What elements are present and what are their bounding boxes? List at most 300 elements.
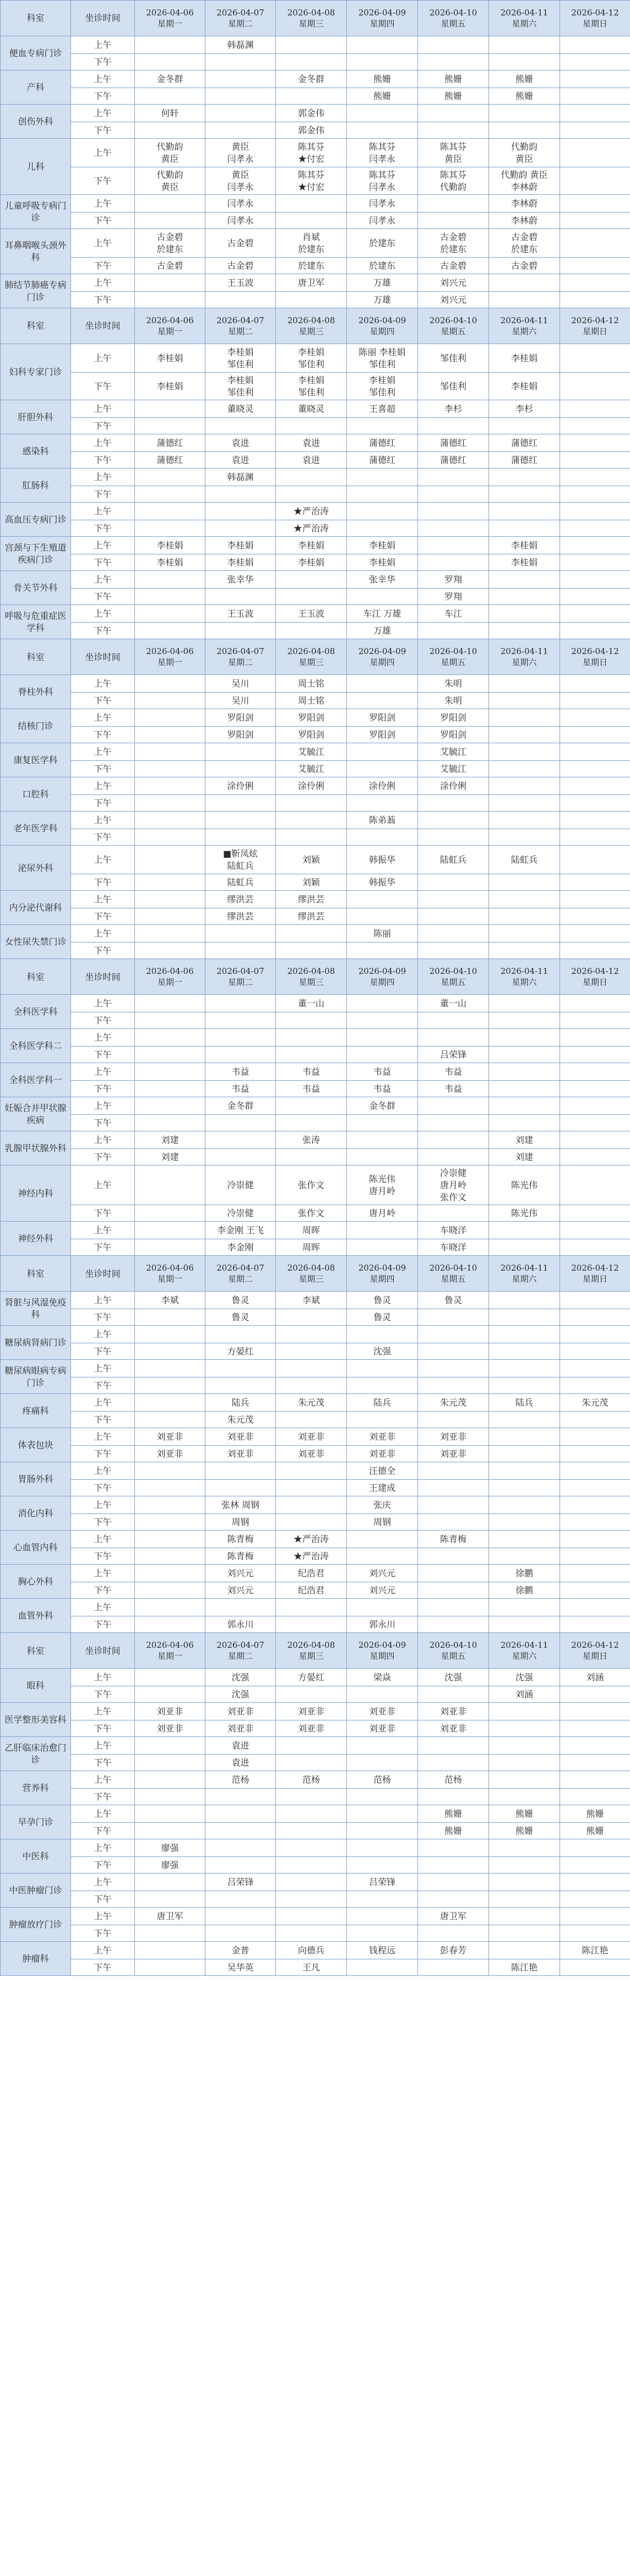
date-header [489,1256,560,1292]
doctor-cell: 熊姗 [489,70,560,88]
date-label: 2026-04-09 [358,7,406,18]
schedule-row [1,1514,630,1531]
date-header [276,1633,347,1669]
doctor-cell [347,1412,418,1428]
dept-name: 乳腺甲状腺外科 [1,1131,71,1166]
session-label: 上午 [71,1496,135,1514]
doctor-cell: 车晓洋 [418,1239,489,1256]
schedule-row [1,1446,630,1462]
doctor-cell [560,605,630,623]
date-label: 2026-04-07 [216,315,264,325]
session-label: 上午 [71,503,135,520]
doctor-cell [560,229,630,258]
doctor-cell: 陈光伟 [489,1205,560,1222]
doctor-cell [489,709,560,727]
session-label: 上午 [71,743,135,761]
doctor-cell: 陈青梅 [205,1548,276,1565]
doctor-cell [560,1029,630,1047]
dept-name: 口腔科 [1,777,71,812]
doctor-cell [560,1891,630,1908]
doctor-cell [489,571,560,589]
doctor-cell [135,1496,205,1514]
doctor-cell: ★严治涛 [276,503,347,520]
schedule-row [1,258,630,274]
date-header [347,1256,418,1292]
doctor-cell [205,925,276,943]
doctor-cell [205,1823,276,1839]
doctor-cell [560,1081,630,1097]
session-label: 上午 [71,1462,135,1480]
doctor-cell: 张作文 [276,1166,347,1205]
doctor-cell: 张林 周钢 [205,1496,276,1514]
doctor-cell [135,874,205,891]
doctor-cell [347,1737,418,1755]
schedule-row [1,503,630,520]
doctor-cell [489,1480,560,1496]
doctor-cell: 袁进 [205,1755,276,1771]
doctor-cell: 张庆 [347,1496,418,1514]
schedule-row [1,1599,630,1616]
schedule-row [1,874,630,891]
doctor-cell: 唐卫军 [135,1908,205,1925]
schedule-row [1,36,630,54]
weekday-label: 星期三 [298,1651,324,1662]
doctor-cell: 金冬群 [347,1097,418,1115]
date-header [276,1256,347,1292]
doctor-cell [347,891,418,908]
doctor-cell [205,503,276,520]
doctor-cell [205,1360,276,1377]
doctor-cell: 陈光伟 [489,1166,560,1205]
doctor-cell [418,520,489,537]
doctor-cell: 古金碧 於建东 [489,229,560,258]
doctor-cell [489,1428,560,1446]
doctor-cell: 邹佳利 [418,344,489,373]
doctor-cell [489,623,560,639]
doctor-cell [135,469,205,486]
doctor-cell: 刘建 [135,1131,205,1149]
doctor-cell [205,1599,276,1616]
doctor-cell: 刘亚非 [347,1720,418,1737]
doctor-cell [560,1582,630,1599]
date-label: 2026-04-11 [500,7,548,18]
doctor-cell: 唐月岭 [347,1205,418,1222]
doctor-cell [347,1548,418,1565]
doctor-cell: 古金碧 於建东 [418,229,489,258]
doctor-cell: 李林蔚 [489,195,560,213]
doctor-cell: 沈强 [347,1343,418,1360]
doctor-cell [560,503,630,520]
doctor-cell [418,1874,489,1891]
doctor-cell [205,54,276,70]
schedule-row [1,1326,630,1343]
doctor-cell [205,1131,276,1149]
date-header [560,639,630,675]
doctor-cell [560,589,630,605]
doctor-cell [276,571,347,589]
dept-name: 胃肠外科 [1,1462,71,1496]
doctor-cell: 涂伶俐 [347,777,418,795]
date-label: 2026-04-09 [358,646,406,657]
doctor-cell: 周钢 [347,1514,418,1531]
session-label: 上午 [71,1394,135,1412]
session-label: 上午 [71,605,135,623]
dept-name: 康复医学科 [1,743,71,777]
weekday-label: 星期五 [441,657,466,668]
date-label: 2026-04-09 [358,315,406,325]
schedule-row [1,1823,630,1839]
doctor-cell: 唐卫军 [418,1908,489,1925]
date-label: 2026-04-09 [358,1640,406,1651]
doctor-cell [276,1925,347,1942]
doctor-cell: 周晖 [276,1239,347,1256]
session-label: 下午 [71,761,135,777]
doctor-cell [418,1925,489,1942]
doctor-cell: 李桂娟 [489,373,560,400]
date-label: 2026-04-09 [358,966,406,977]
doctor-cell [205,520,276,537]
doctor-cell: 方晏红 [205,1343,276,1360]
doctor-cell: 黄臣 闫孝永 [205,167,276,195]
schedule-row [1,400,630,418]
doctor-cell: 车晓洋 [418,1222,489,1239]
date-header [347,639,418,675]
doctor-cell [489,1377,560,1394]
doctor-cell: 陆虹兵 [418,846,489,874]
dept-name: 骨关节外科 [1,571,71,605]
doctor-cell [347,943,418,959]
doctor-cell [347,1599,418,1616]
schedule-row [1,1131,630,1149]
doctor-cell [347,1115,418,1131]
doctor-cell [135,1565,205,1582]
doctor-cell [489,1925,560,1942]
doctor-cell [276,1029,347,1047]
date-header [347,959,418,995]
doctor-cell [347,105,418,122]
doctor-cell [560,1531,630,1548]
session-label: 上午 [71,400,135,418]
doctor-cell: 范杨 [418,1771,489,1789]
doctor-cell [135,1891,205,1908]
doctor-cell: 蒲德红 [418,452,489,469]
doctor-cell [560,54,630,70]
doctor-cell: 熊姗 [347,70,418,88]
doctor-cell [347,1239,418,1256]
dept-name: 便血专病门诊 [1,36,71,70]
schedule-row [1,1548,630,1565]
date-header [418,639,489,675]
dept-name: 神经外科 [1,1222,71,1256]
doctor-cell: 刘亚非 [135,1703,205,1720]
time-column-header: 坐诊时间 [71,959,135,995]
doctor-cell: 古金碧 [489,258,560,274]
session-label: 上午 [71,1063,135,1081]
doctor-cell [560,925,630,943]
session-label: 上午 [71,1565,135,1582]
doctor-cell [560,1097,630,1115]
date-header [135,308,205,344]
schedule-row [1,1839,630,1857]
session-label: 上午 [71,195,135,213]
weekday-label: 星期三 [298,1274,324,1284]
dept-name: 肾脏与风湿免疫科 [1,1292,71,1326]
doctor-cell [347,1149,418,1166]
dept-column-header: 科室 [1,1633,71,1669]
doctor-cell [560,1149,630,1166]
schedule-row [1,537,630,554]
doctor-cell: 闫孝永 [205,195,276,213]
header-row [1,1,630,36]
session-label: 下午 [71,452,135,469]
schedule-row [1,344,630,373]
schedule-row [1,1097,630,1115]
doctor-cell: ■靳凤炫 陆虹兵 [205,846,276,874]
doctor-cell [560,693,630,709]
doctor-cell [489,1771,560,1789]
doctor-cell [276,88,347,105]
session-label: 上午 [71,675,135,693]
session-label: 下午 [71,88,135,105]
doctor-cell [347,1839,418,1857]
session-label: 下午 [71,795,135,812]
schedule-row [1,1222,630,1239]
doctor-cell: 刘亚非 [276,1428,347,1446]
schedule-row [1,891,630,908]
doctor-cell: 刘兴元 [205,1565,276,1582]
doctor-cell [135,1360,205,1377]
schedule-row [1,1377,630,1394]
session-label: 上午 [71,1599,135,1616]
doctor-cell: 王玉波 [276,605,347,623]
doctor-cell [135,1805,205,1823]
doctor-cell: 李杉 [489,400,560,418]
doctor-cell [347,908,418,925]
doctor-cell: 吴华英 [205,1959,276,1976]
doctor-cell [135,623,205,639]
doctor-cell [560,1925,630,1942]
doctor-cell [418,1616,489,1633]
doctor-cell [489,1496,560,1514]
session-label: 下午 [71,1343,135,1360]
session-label: 下午 [71,1616,135,1633]
schedule-row [1,1755,630,1771]
doctor-cell: 张幸华 [205,571,276,589]
doctor-cell [276,1755,347,1771]
doctor-cell [560,1857,630,1874]
doctor-cell [135,1326,205,1343]
doctor-cell [205,70,276,88]
doctor-cell [489,874,560,891]
schedule-row [1,1063,630,1081]
doctor-cell: 朱元茂 [276,1394,347,1412]
doctor-cell [560,1131,630,1149]
date-header [135,639,205,675]
doctor-cell: 熊姗 [560,1805,630,1823]
doctor-cell: 古金碧 於建东 [135,229,205,258]
doctor-cell [276,829,347,846]
doctor-cell: 李桂娟 邹佳利 [205,344,276,373]
doctor-cell [489,693,560,709]
weekday-label: 星期六 [512,657,537,668]
doctor-cell: 李林蔚 [489,213,560,229]
doctor-cell: 古金碧 [418,258,489,274]
doctor-cell: 闫孝永 [347,195,418,213]
doctor-cell: 徐鹏 [489,1582,560,1599]
doctor-cell [489,1222,560,1239]
schedule-row [1,1115,630,1131]
doctor-cell [418,418,489,434]
session-label: 下午 [71,1548,135,1565]
dept-name: 血管外科 [1,1599,71,1633]
doctor-cell: 吕荣锋 [205,1874,276,1891]
doctor-cell: 韦益 [276,1081,347,1097]
doctor-cell [418,105,489,122]
date-header [135,1633,205,1669]
doctor-cell [418,1149,489,1166]
doctor-cell [560,1737,630,1755]
session-label: 下午 [71,693,135,709]
doctor-cell [489,777,560,795]
doctor-cell [135,36,205,54]
doctor-cell [347,1377,418,1394]
doctor-cell: 朱元茂 [418,1394,489,1412]
doctor-cell [560,434,630,452]
doctor-cell [560,418,630,434]
schedule-row [1,1360,630,1377]
doctor-cell [135,761,205,777]
doctor-cell: 廖强 [135,1839,205,1857]
doctor-cell [135,925,205,943]
schedule-row [1,54,630,70]
weekday-label: 星期四 [370,19,395,29]
doctor-cell: 万雄 [347,292,418,308]
doctor-cell [560,1377,630,1394]
doctor-cell [418,1462,489,1480]
doctor-cell [489,761,560,777]
doctor-cell: 韦益 [418,1063,489,1081]
doctor-cell [560,1292,630,1309]
schedule-row [1,1239,630,1256]
dept-name: 眼科 [1,1669,71,1703]
doctor-cell: 朱元茂 [560,1394,630,1412]
doctor-cell [489,891,560,908]
doctor-cell [135,1771,205,1789]
doctor-cell: 於建东 [347,229,418,258]
doctor-cell: 熊姗 [418,1805,489,1823]
weekday-label: 星期一 [157,326,182,337]
doctor-cell: 韦益 [347,1081,418,1097]
dept-name: 糖尿病眼病专病门诊 [1,1360,71,1394]
doctor-cell [347,743,418,761]
schedule-row [1,943,630,959]
doctor-cell [276,1496,347,1514]
doctor-cell: 李桂娟 [135,344,205,373]
doctor-cell [560,469,630,486]
doctor-cell [135,1047,205,1063]
doctor-cell [489,122,560,139]
doctor-cell: 彭春芳 [418,1942,489,1959]
doctor-cell [205,795,276,812]
doctor-cell [135,891,205,908]
doctor-cell [489,1514,560,1531]
doctor-cell [276,812,347,829]
doctor-cell: 陈青梅 [418,1531,489,1548]
doctor-cell [560,537,630,554]
session-label: 下午 [71,908,135,925]
doctor-cell [276,469,347,486]
doctor-cell: 李桂娟 [489,344,560,373]
date-label: 2026-04-07 [216,1640,264,1651]
doctor-cell: 陈丽 [347,925,418,943]
doctor-cell [560,486,630,503]
doctor-cell [347,693,418,709]
doctor-cell [560,88,630,105]
doctor-cell [489,1081,560,1097]
dept-name: 肝胆外科 [1,400,71,434]
doctor-cell: 刘建 [489,1149,560,1166]
session-label: 下午 [71,589,135,605]
date-label: 2026-04-11 [500,1263,548,1273]
doctor-cell [276,1514,347,1531]
doctor-cell [489,795,560,812]
weekday-label: 星期五 [441,19,466,29]
weekday-label: 星期二 [227,326,253,337]
doctor-cell [560,1771,630,1789]
schedule-row [1,274,630,292]
doctor-cell [276,1599,347,1616]
doctor-cell [135,1205,205,1222]
doctor-cell: 古金碧 [135,258,205,274]
doctor-cell [489,589,560,605]
doctor-cell [489,36,560,54]
schedule-row [1,213,630,229]
date-label: 2026-04-12 [571,1263,619,1273]
date-header [560,1256,630,1292]
schedule-row [1,846,630,874]
doctor-cell: 韩振华 [347,874,418,891]
doctor-cell: 罗阳剑 [418,727,489,743]
date-label: 2026-04-12 [571,315,619,325]
date-header [276,1,347,36]
doctor-cell: 缪洪芸 [276,908,347,925]
doctor-cell: 熊姗 [347,88,418,105]
doctor-cell [418,1029,489,1047]
session-label: 下午 [71,1686,135,1703]
doctor-cell [347,1805,418,1823]
schedule-row [1,520,630,537]
date-header [347,308,418,344]
session-label: 上午 [71,139,135,167]
doctor-cell [347,761,418,777]
dept-column-header: 科室 [1,308,71,344]
doctor-cell [276,1360,347,1377]
doctor-cell [205,589,276,605]
date-header [418,1256,489,1292]
schedule-row [1,1081,630,1097]
doctor-cell [135,1514,205,1531]
doctor-cell [489,1942,560,1959]
doctor-cell: 周钢 [205,1514,276,1531]
schedule-row [1,693,630,709]
doctor-cell [276,195,347,213]
date-label: 2026-04-07 [216,966,264,977]
weekday-label: 星期日 [582,1651,607,1662]
doctor-cell [418,213,489,229]
doctor-cell [489,743,560,761]
doctor-cell: 沈强 [418,1669,489,1686]
doctor-cell [418,943,489,959]
